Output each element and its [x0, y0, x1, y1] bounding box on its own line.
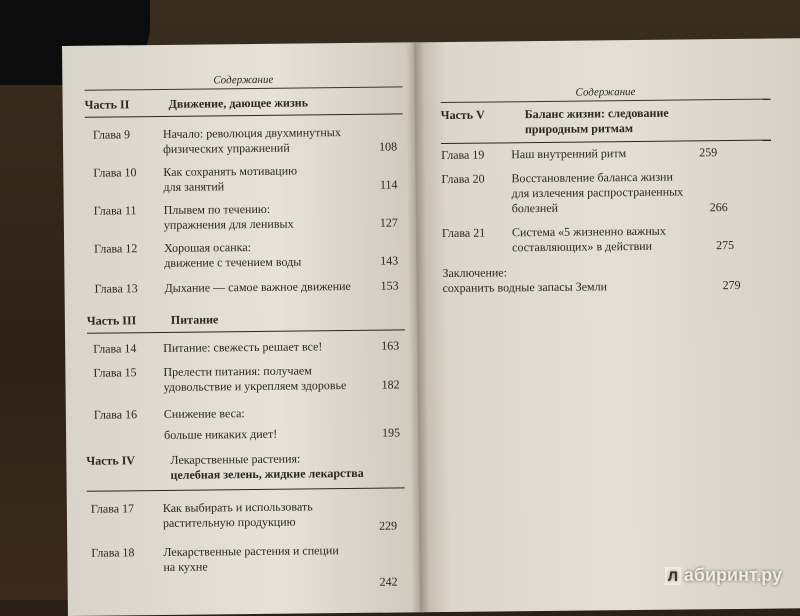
chapter-title: Дыхание — самое важное движение [164, 278, 351, 295]
chapter-label: Глава 16 [93, 407, 138, 422]
toc-entry[interactable] [93, 162, 403, 199]
conclusion-title-line: сохранить водные запасы Земли [442, 279, 608, 296]
chapter-label: Глава 12 [94, 241, 138, 256]
running-head-left: Содержание [84, 72, 402, 90]
part-header [85, 94, 403, 117]
page-number: 163 [381, 338, 400, 353]
chapter-label: Глава 20 [441, 171, 485, 187]
part-title: Питание [170, 312, 219, 327]
chapter-title: Лекарственные растения и специи на кухне [163, 543, 339, 574]
page-number: 229 [378, 518, 398, 533]
toc-entry[interactable] [91, 542, 407, 593]
chapter-label: Глава 11 [93, 203, 137, 218]
chapter-label: Глава 21 [441, 225, 486, 241]
chapter-title: Наш внутренний ритм [511, 146, 627, 162]
chapter-title: Система «5 жизненно важных составляющих» в действии [511, 223, 666, 255]
chapter-title: Хорошая осанка: движение с течением воды [164, 240, 302, 270]
page-number: 143 [380, 253, 399, 268]
page-number: 259 [699, 145, 718, 160]
part-label: Часть II [84, 97, 130, 112]
labirint-watermark [665, 565, 782, 586]
chapter-label: Глава 13 [94, 281, 138, 296]
part-label: Часть III [86, 313, 137, 328]
running-head-right: Содержание [440, 85, 770, 103]
toc-entry[interactable] [93, 338, 405, 359]
chapter-label: Глава 10 [93, 165, 137, 180]
page-number: 127 [379, 215, 398, 230]
toc-entry[interactable] [94, 404, 406, 447]
open-book [62, 38, 800, 616]
toc-entry[interactable] [93, 362, 405, 399]
toc-entry[interactable] [442, 223, 772, 260]
page-number: 242 [379, 574, 398, 589]
page-number: 275 [716, 237, 735, 253]
toc-entry[interactable] [94, 200, 404, 237]
toc-entry[interactable] [91, 498, 407, 535]
page-number: 279 [722, 277, 741, 293]
part-title: Баланс жизни: следование природным ритмам [524, 105, 669, 137]
toc-entry[interactable] [441, 145, 771, 166]
part-header [87, 310, 405, 333]
chapter-label: Глава 9 [92, 127, 131, 142]
part-label: Часть IV [86, 453, 136, 468]
chapter-label: Глава 17 [90, 501, 135, 516]
left-page [62, 42, 424, 616]
chapter-title: Плывем по течению: упражнения для ленивых [163, 201, 294, 232]
chapter-title: Как сохранять мотивацию для занятий [163, 163, 298, 194]
part-label: Часть V [440, 107, 485, 123]
watermark-text: абиринт.ру [683, 565, 782, 585]
chapter-label: Глава 14 [93, 341, 137, 356]
chapter-title: Восстановление баланса жизни для излечения распространенных болезней [511, 169, 684, 216]
chapter-label: Глава 18 [91, 545, 135, 560]
toc-entry[interactable] [441, 169, 772, 222]
right-page [414, 38, 800, 612]
page-number: 108 [378, 139, 398, 154]
chapter-label: Глава 19 [441, 147, 485, 163]
part-title: Лекарственные растения: целебная зелень, жидкие лекарства [170, 451, 364, 482]
toc-conclusion[interactable] [442, 263, 772, 300]
page-number: 266 [709, 200, 728, 215]
chapter-title: Прелести питания: получаем удовольствие и укрепляем здоровье [163, 363, 347, 394]
part-header [441, 105, 771, 144]
chapter-title: Как выбирать и использовать растительную продукцию [162, 499, 313, 530]
chapter-title: Начало: революция двухминутных физических упражнений [162, 125, 341, 156]
chapter-title: Снижение веса: больше никаких диет! [163, 406, 278, 442]
part-header [86, 450, 404, 491]
toc-entry[interactable] [94, 278, 404, 299]
page-number: 114 [379, 177, 398, 192]
toc-entry[interactable] [93, 124, 403, 161]
part-title: Движение, дающее жизнь [168, 95, 309, 111]
labirint-logo-icon: Л [665, 567, 681, 585]
conclusion-title-line: Заключение: [442, 265, 507, 281]
page-number: 195 [381, 425, 401, 440]
page-number: 153 [380, 278, 399, 293]
chapter-label: Глава 15 [93, 365, 137, 380]
toc-entry[interactable] [94, 238, 404, 275]
chapter-title: Питание: свежесть решает все! [163, 339, 323, 355]
page-number: 182 [381, 377, 400, 392]
